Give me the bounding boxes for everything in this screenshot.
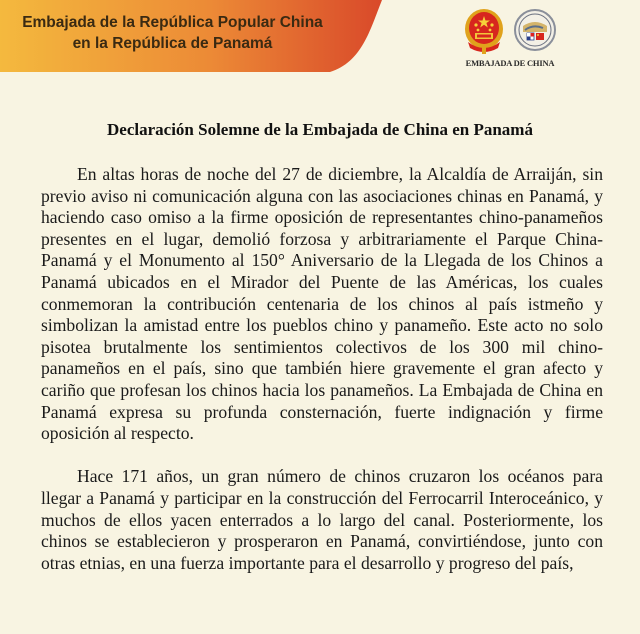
paragraph-2: Hace 171 años, un gran número de chinos cruzaron los océanos para llegar a Panamá y participar en la construcción del Ferrocarril Interoceánico, y muchos de ellos yacen enterrados a lo largo del canal. Posteriormente, los chinos se establecieron y prosperaron en Panamá, convirtiéndose, junto con otras etnias, en una fuerza importante para el desarrollo y progreso del país, <box>41 466 603 573</box>
embassy-name-line1: Embajada de la República Popular China <box>22 14 323 31</box>
embassy-name <box>0 12 345 54</box>
document-body <box>41 164 603 574</box>
paragraph-1: En altas horas de noche del 27 de diciembre, la Alcaldía de Arraiján, sin previo aviso ni comunicación alguna con las asociaciones chinas en Panamá, y haciendo caso omiso a la firme oposición de representantes chino-panameños presentes en el lugar, demolió forzosa y arbitrariamente el Parque China-Panamá y el Monumento al 150° Aniversario de la Llegada de los Chinos a Panamá ubicados en el Mirador del Puente de las Américas, los cuales conmemoran la contribución centenaria de los chinos al país istmeño y simbolizan la amistad entre los pueblos chino y panameño. Este acto no solo pisotea brutalmente los sentimientos colectivos de los 300 mil chino-panameños en el país, sino que también hiere gravemente el gran afecto y cariño que profesan los chinos hacia los panameños. La Embajada de China en Panamá expresa su profunda consternación, fuerte indignación y firme oposición al respecto. <box>41 164 603 444</box>
national-emblem-china-icon <box>462 8 506 61</box>
banner <box>0 0 400 74</box>
embassy-name-line2: en la República de Panamá <box>72 35 273 52</box>
embassy-seal-icon <box>513 8 557 61</box>
embassy-logos <box>460 8 560 70</box>
header <box>0 0 640 80</box>
document-title: Declaración Solemne de la Embajada de China en Panamá <box>107 120 533 139</box>
logo-caption: EMBAJADA DE CHINA <box>465 58 555 68</box>
